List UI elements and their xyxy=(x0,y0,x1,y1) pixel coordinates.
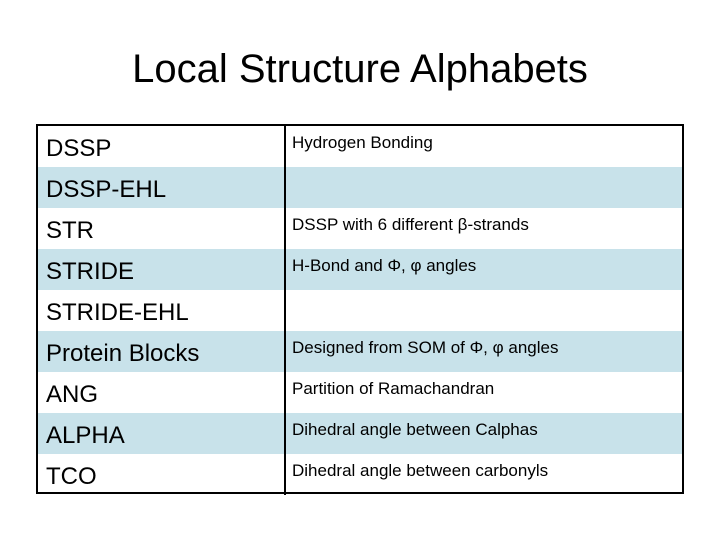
alphabet-name: STRIDE-EHL xyxy=(38,290,286,331)
table-row xyxy=(38,208,682,249)
alphabet-description: Dihedral angle between carbonyls xyxy=(292,461,549,480)
alphabet-description: Hydrogen Bonding xyxy=(292,133,433,152)
alphabet-name: ANG xyxy=(38,372,286,413)
alphabet-description: Partition of Ramachandran xyxy=(292,379,495,398)
alphabet-name: DSSP-EHL xyxy=(38,167,286,208)
alphabet-name: TCO xyxy=(38,454,286,495)
alphabet-name: DSSP xyxy=(38,126,286,167)
table-row xyxy=(38,454,682,495)
alphabet-description xyxy=(286,167,682,208)
table-row xyxy=(38,167,682,208)
alphabet-description xyxy=(286,290,682,331)
slide-title: Local Structure Alphabets xyxy=(132,47,588,91)
alphabet-description: Dihedral angle between Calphas xyxy=(292,420,538,439)
alphabet-name: STR xyxy=(38,208,286,249)
table-row xyxy=(38,331,682,372)
alphabet-name: Protein Blocks xyxy=(38,331,286,372)
table-row xyxy=(38,249,682,290)
table-row xyxy=(38,290,682,331)
alphabet-name: STRIDE xyxy=(38,249,286,290)
table-row xyxy=(38,372,682,413)
alphabet-name: ALPHA xyxy=(38,413,286,454)
alphabet-description: Designed from SOM of Φ, φ angles xyxy=(292,338,559,357)
alphabet-description: H-Bond and Φ, φ angles xyxy=(292,256,477,275)
alphabets-table xyxy=(36,124,684,494)
table-row xyxy=(38,126,682,167)
alphabet-description: DSSP with 6 different β-strands xyxy=(292,215,529,234)
table-row xyxy=(38,413,682,454)
